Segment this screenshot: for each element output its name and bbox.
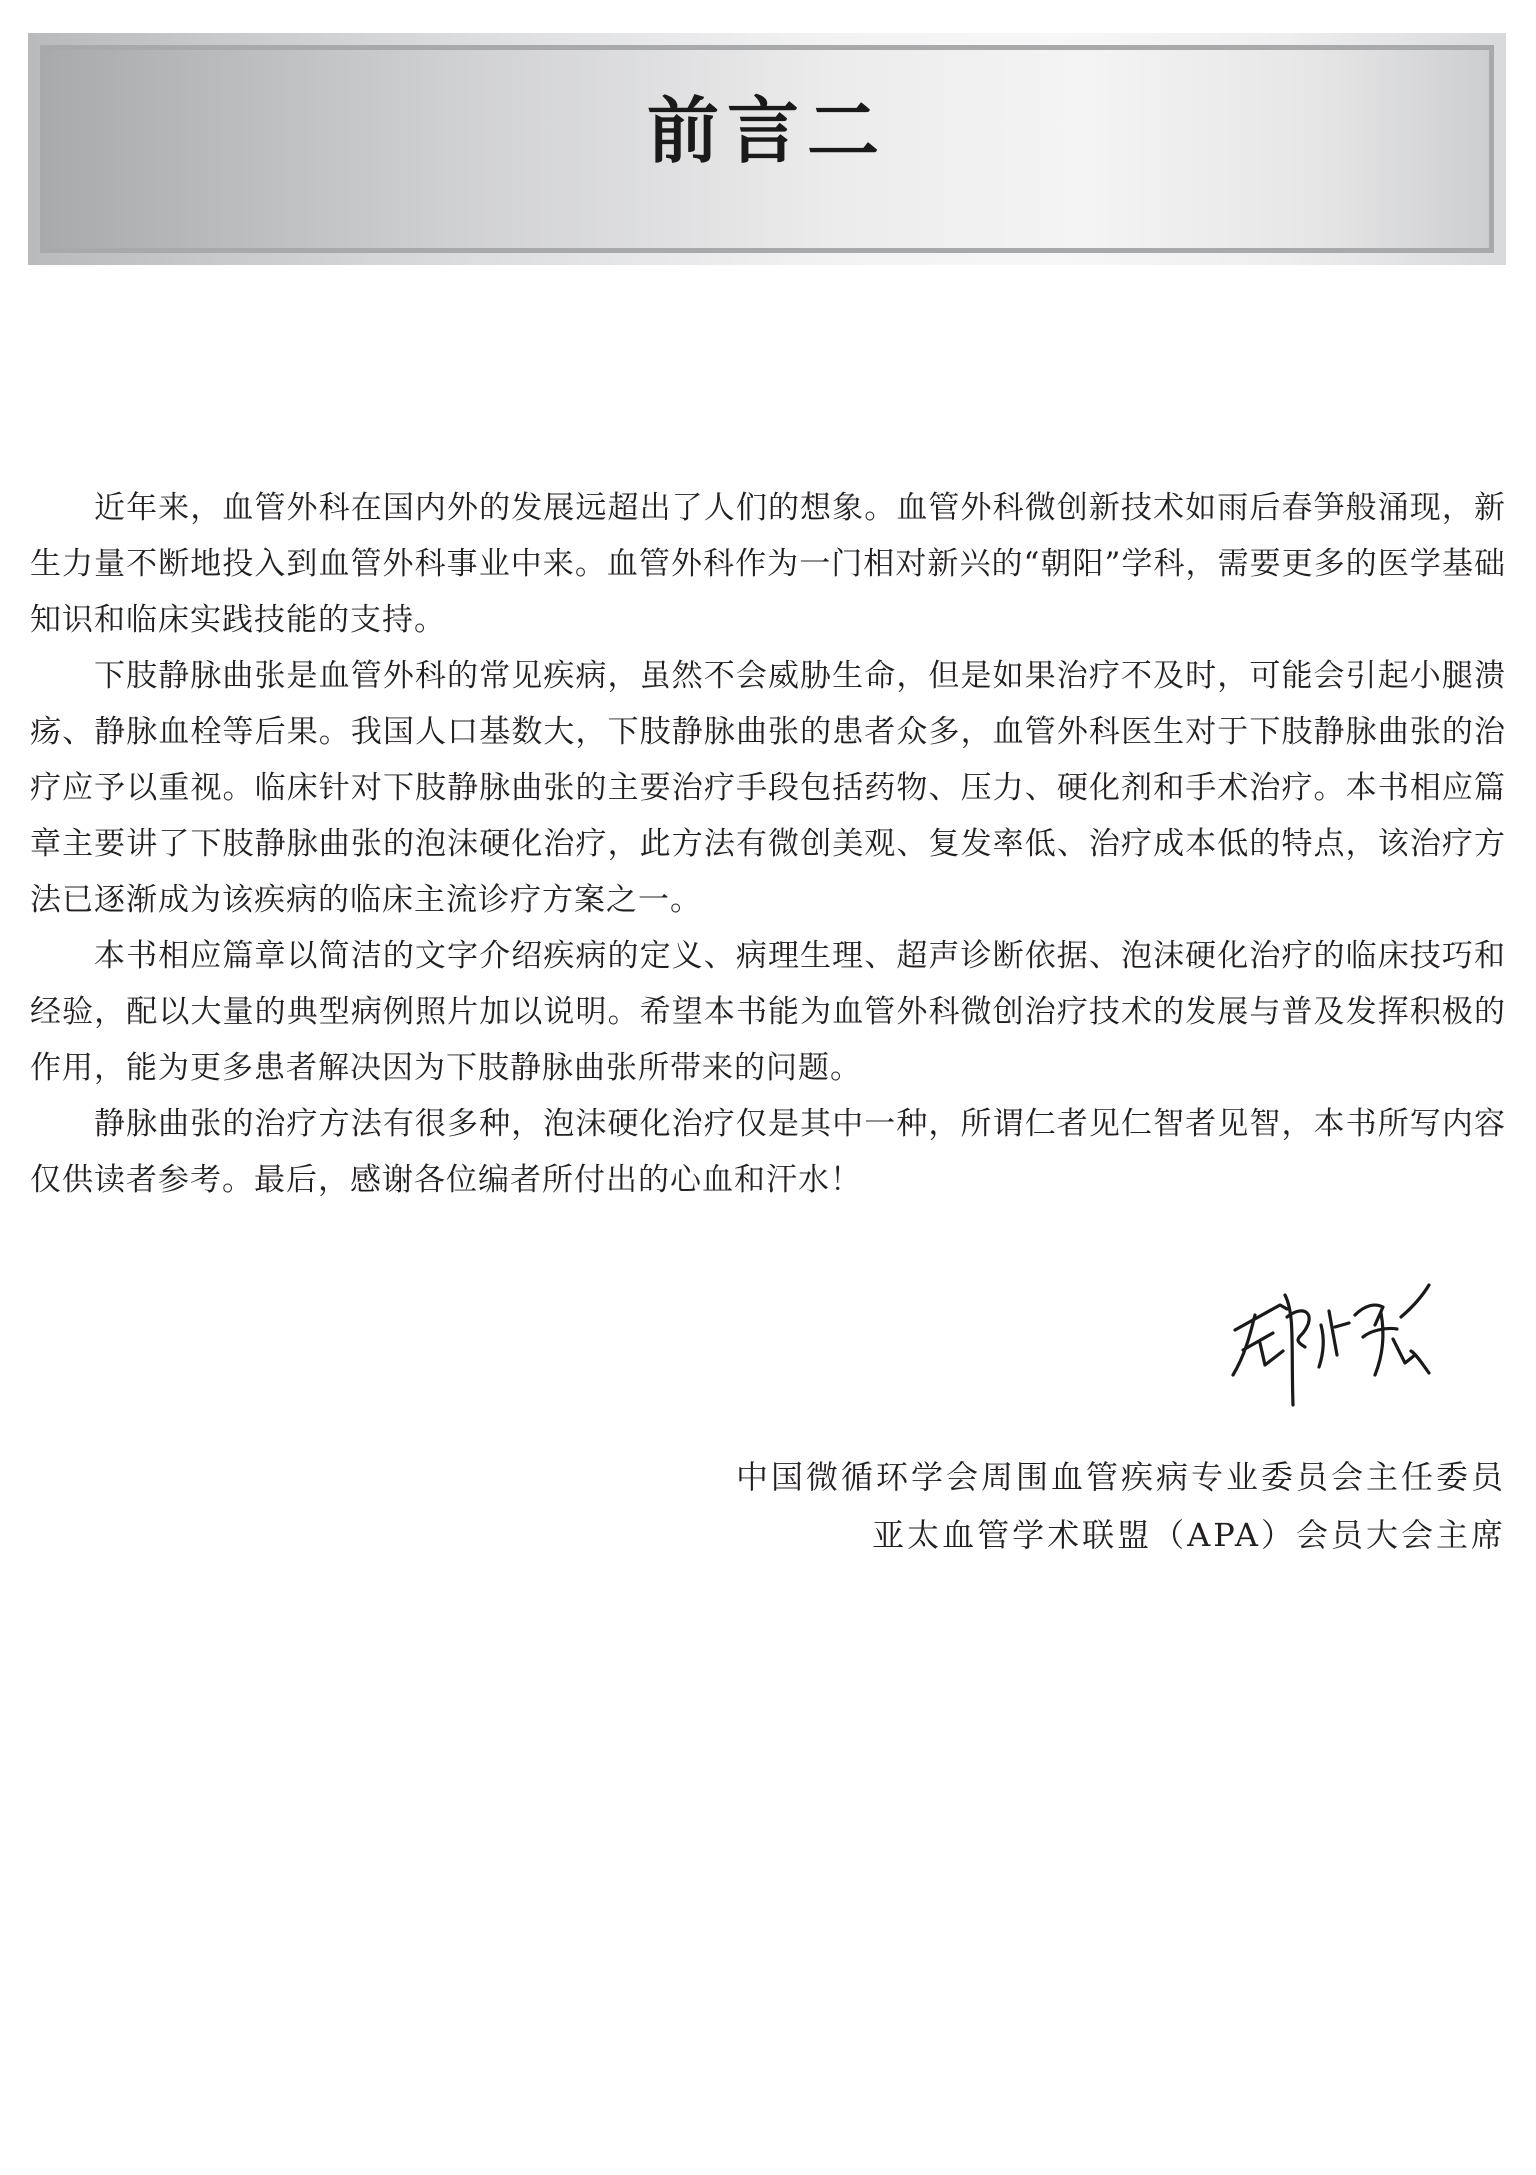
handwritten-signature (1225, 1255, 1445, 1415)
affiliation-line: 中国微循环学会周围血管疾病专业委员会主任委员 (735, 1458, 1506, 1496)
paragraph: 近年来，血管外科在国内外的发展远超出了人们的想象。血管外科微创新技术如雨后春笋般涌现，新生力量不断地投入到血管外科事业中来。血管外科作为一门相对新兴的“朝阳”学科，需要更多的医学基础知识和临床实践技能的支持。 (30, 490, 1506, 638)
paragraph: 静脉曲张的治疗方法有很多种，泡沫硬化治疗仅是其中一种，所谓仁者见仁智者见智，本书所写内容仅供读者参考。最后，感谢各位编者所付出的心血和汗水！ (30, 1106, 1506, 1198)
signature-affiliations (736, 1448, 1506, 1564)
header-band (28, 33, 1506, 265)
paragraph: 下肢静脉曲张是血管外科的常见疾病，虽然不会威胁生命，但是如果治疗不及时，可能会引起小腿溃疡、静脉血栓等后果。我国人口基数大，下肢静脉曲张的患者众多，血管外科医生对于下肢静脉曲张的治疗应予以重视。临床针对下肢静脉曲张的主要治疗手段包括药物、压力、硬化剂和手术治疗。本书相应篇章主要讲了下肢静脉曲张的泡沫硬化治疗，此方法有微创美观、复发率低、治疗成本低的特点，该治疗方法已逐渐成为该疾病的临床主流诊疗方案之一。 (30, 658, 1506, 918)
preface-body (30, 480, 1506, 1208)
page-title: 前言二 (646, 89, 887, 173)
affiliation-line: 亚太血管学术联盟（APA）会员大会主席 (872, 1516, 1506, 1554)
paragraph: 本书相应篇章以简洁的文字介绍疾病的定义、病理生理、超声诊断依据、泡沫硬化治疗的临床技巧和经验，配以大量的典型病例照片加以说明。希望本书能为血管外科微创治疗技术的发展与普及发挥积极的作用，能为更多患者解决因为下肢静脉曲张所带来的问题。 (30, 938, 1506, 1086)
